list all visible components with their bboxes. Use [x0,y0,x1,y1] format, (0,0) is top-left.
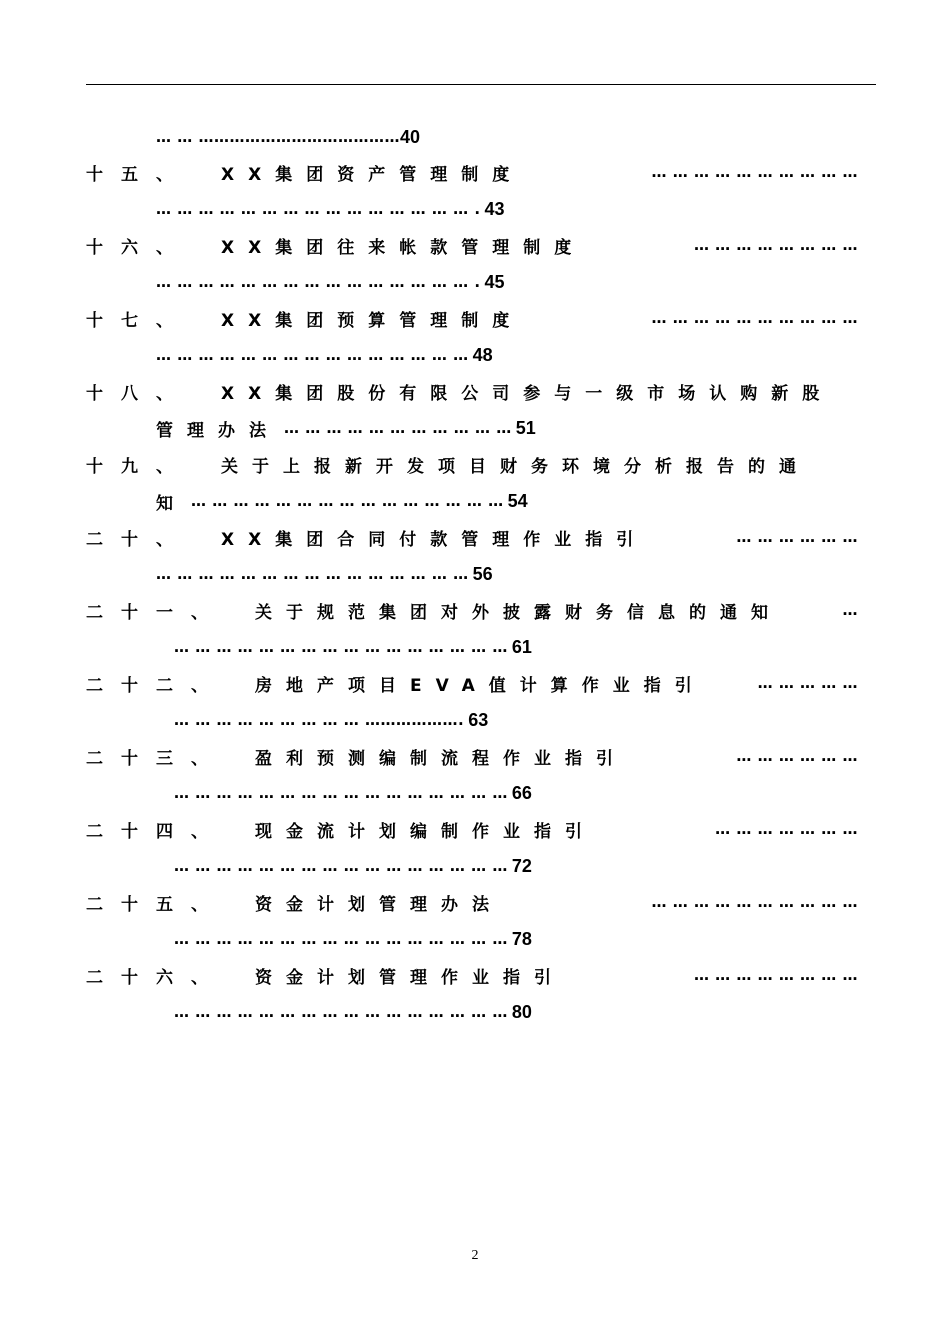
header-rule [86,84,876,85]
toc-page-number[interactable]: 43 [484,198,505,219]
toc-entry-number: 十七、 [86,310,191,331]
toc-leader-dots: … … … … … … … … … … … … … … … … [174,1003,508,1021]
toc-entry-title-continued: 管理办法 [156,420,280,441]
toc-entry-number: 十五、 [86,164,191,185]
toc-entry-title: 房地产项目EVA值计算作业指引 [255,675,706,696]
toc-entry-title: 资金计划管理作业指引 [255,967,565,988]
toc-leader-dots: … … … … … … … … … … … [284,419,512,437]
toc-leader-dots: … … … … … … … [715,820,858,838]
toc-leader-dots: … … … … … … … … … … … … … … … [191,492,504,510]
toc-leader-dots: … … … … … … … … … … … … … … … . [156,200,481,218]
toc-entry[interactable] [0,449,870,479]
toc-page-number[interactable]: 72 [511,855,532,876]
toc-leader-dots: … … … … … … … … … … … … … … … … [174,930,508,948]
toc-entry-number: 十六、 [86,237,191,258]
toc-page-number[interactable]: 48 [472,344,493,365]
toc-leader-dots: … … … … … … … … … … … … … … … … [174,638,508,656]
toc-leader-dots: … … … … … … … … … … … … … … … [156,565,469,583]
toc-leader-dots: … … … … … … … … … … … … … … … … [174,784,508,802]
toc-entry[interactable] [0,668,870,698]
toc-entry-number: 二十三、 [86,748,226,769]
toc-entry-title: XX集团资产管理制度 [221,164,524,185]
toc-page-number[interactable]: 61 [511,636,532,657]
toc-page-number[interactable]: 40 [399,126,420,147]
toc-page-number[interactable]: 78 [511,928,532,949]
toc-page-number[interactable]: 56 [472,563,493,584]
toc-leader-dots: … [842,601,858,619]
toc-leader-dots: … … … … … … … … … … … … … … … [156,346,469,364]
toc-entry-title: 现金流计划编制作业指引 [255,821,596,842]
toc-leader-dots: … … … … … … … … … … … … … … … … [174,857,508,875]
toc-leader-dots: … … … … … … … … [693,236,858,254]
toc-entry-title: XX集团往来帐款管理制度 [221,237,586,258]
toc-page-number[interactable]: 80 [511,1001,532,1022]
toc-entry-number: 十八、 [86,383,191,404]
toc-entry-title: XX集团合同付款管理作业指引 [221,529,648,550]
toc-entry-number: 十九、 [86,456,191,477]
toc-entry-number: 二十六、 [86,967,226,988]
toc-entry[interactable] [0,303,870,333]
footer-page-number: 2 [471,1248,479,1263]
toc-leader-dots: … … … … … … … … … … [651,309,858,327]
toc-entry-number: 二十五、 [86,894,226,915]
toc-entry[interactable] [0,230,870,260]
toc-leader-dots: … … … … … … … … … … … … … … … . [156,273,481,291]
toc-page-number[interactable]: 63 [468,709,489,730]
toc-page-number[interactable]: 45 [484,271,505,292]
toc-entry[interactable] [0,595,870,625]
toc-leader-dots: … … … … … … [736,528,858,546]
toc-page-number[interactable]: 54 [507,490,528,511]
toc-page-number[interactable]: 66 [511,782,532,803]
toc-entry-title: XX集团股份有限公司参与一级市场认购新股 [221,383,834,404]
toc-leader-dots: … … … … … … [736,747,858,765]
toc-entry-number: 二十一、 [86,602,226,623]
toc-entry-number: 二十、 [86,529,191,550]
toc-entry[interactable] [0,741,870,771]
toc-page-number[interactable]: 51 [515,417,536,438]
toc-entry[interactable] [0,960,870,990]
toc-entry[interactable] [0,157,870,187]
toc-entry[interactable] [0,522,870,552]
toc-entry-title-continued: 知 [156,493,187,514]
toc-entry-title: 资金计划管理办法 [255,894,503,915]
toc-entry-title: 关于规范集团对外披露财务信息的通知 [255,602,782,623]
toc-entry-title: 关于上报新开发项目财务环境分析报告的通 [221,456,810,477]
toc-entry[interactable] [0,887,870,917]
toc-entry-number: 二十二、 [86,675,226,696]
toc-leader-dots: … … … … … [757,674,858,692]
toc-entry-title: 盈利预测编制流程作业指引 [255,748,627,769]
toc-entry[interactable] [0,814,870,844]
toc-entry-number: 二十四、 [86,821,226,842]
toc-leader-dots: … … … … … … … … … … [651,163,858,181]
toc-leader-dots: … … … … … … … … [693,966,858,984]
toc-entry[interactable] [0,376,870,406]
toc-leader-dots: … … … … … … … … … ………………. [174,711,465,729]
toc-entry-title: XX集团预算管理制度 [221,310,524,331]
toc-leader-dots: … … ………………………………… [156,128,400,146]
toc-leader-dots: … … … … … … … … … … [651,893,858,911]
